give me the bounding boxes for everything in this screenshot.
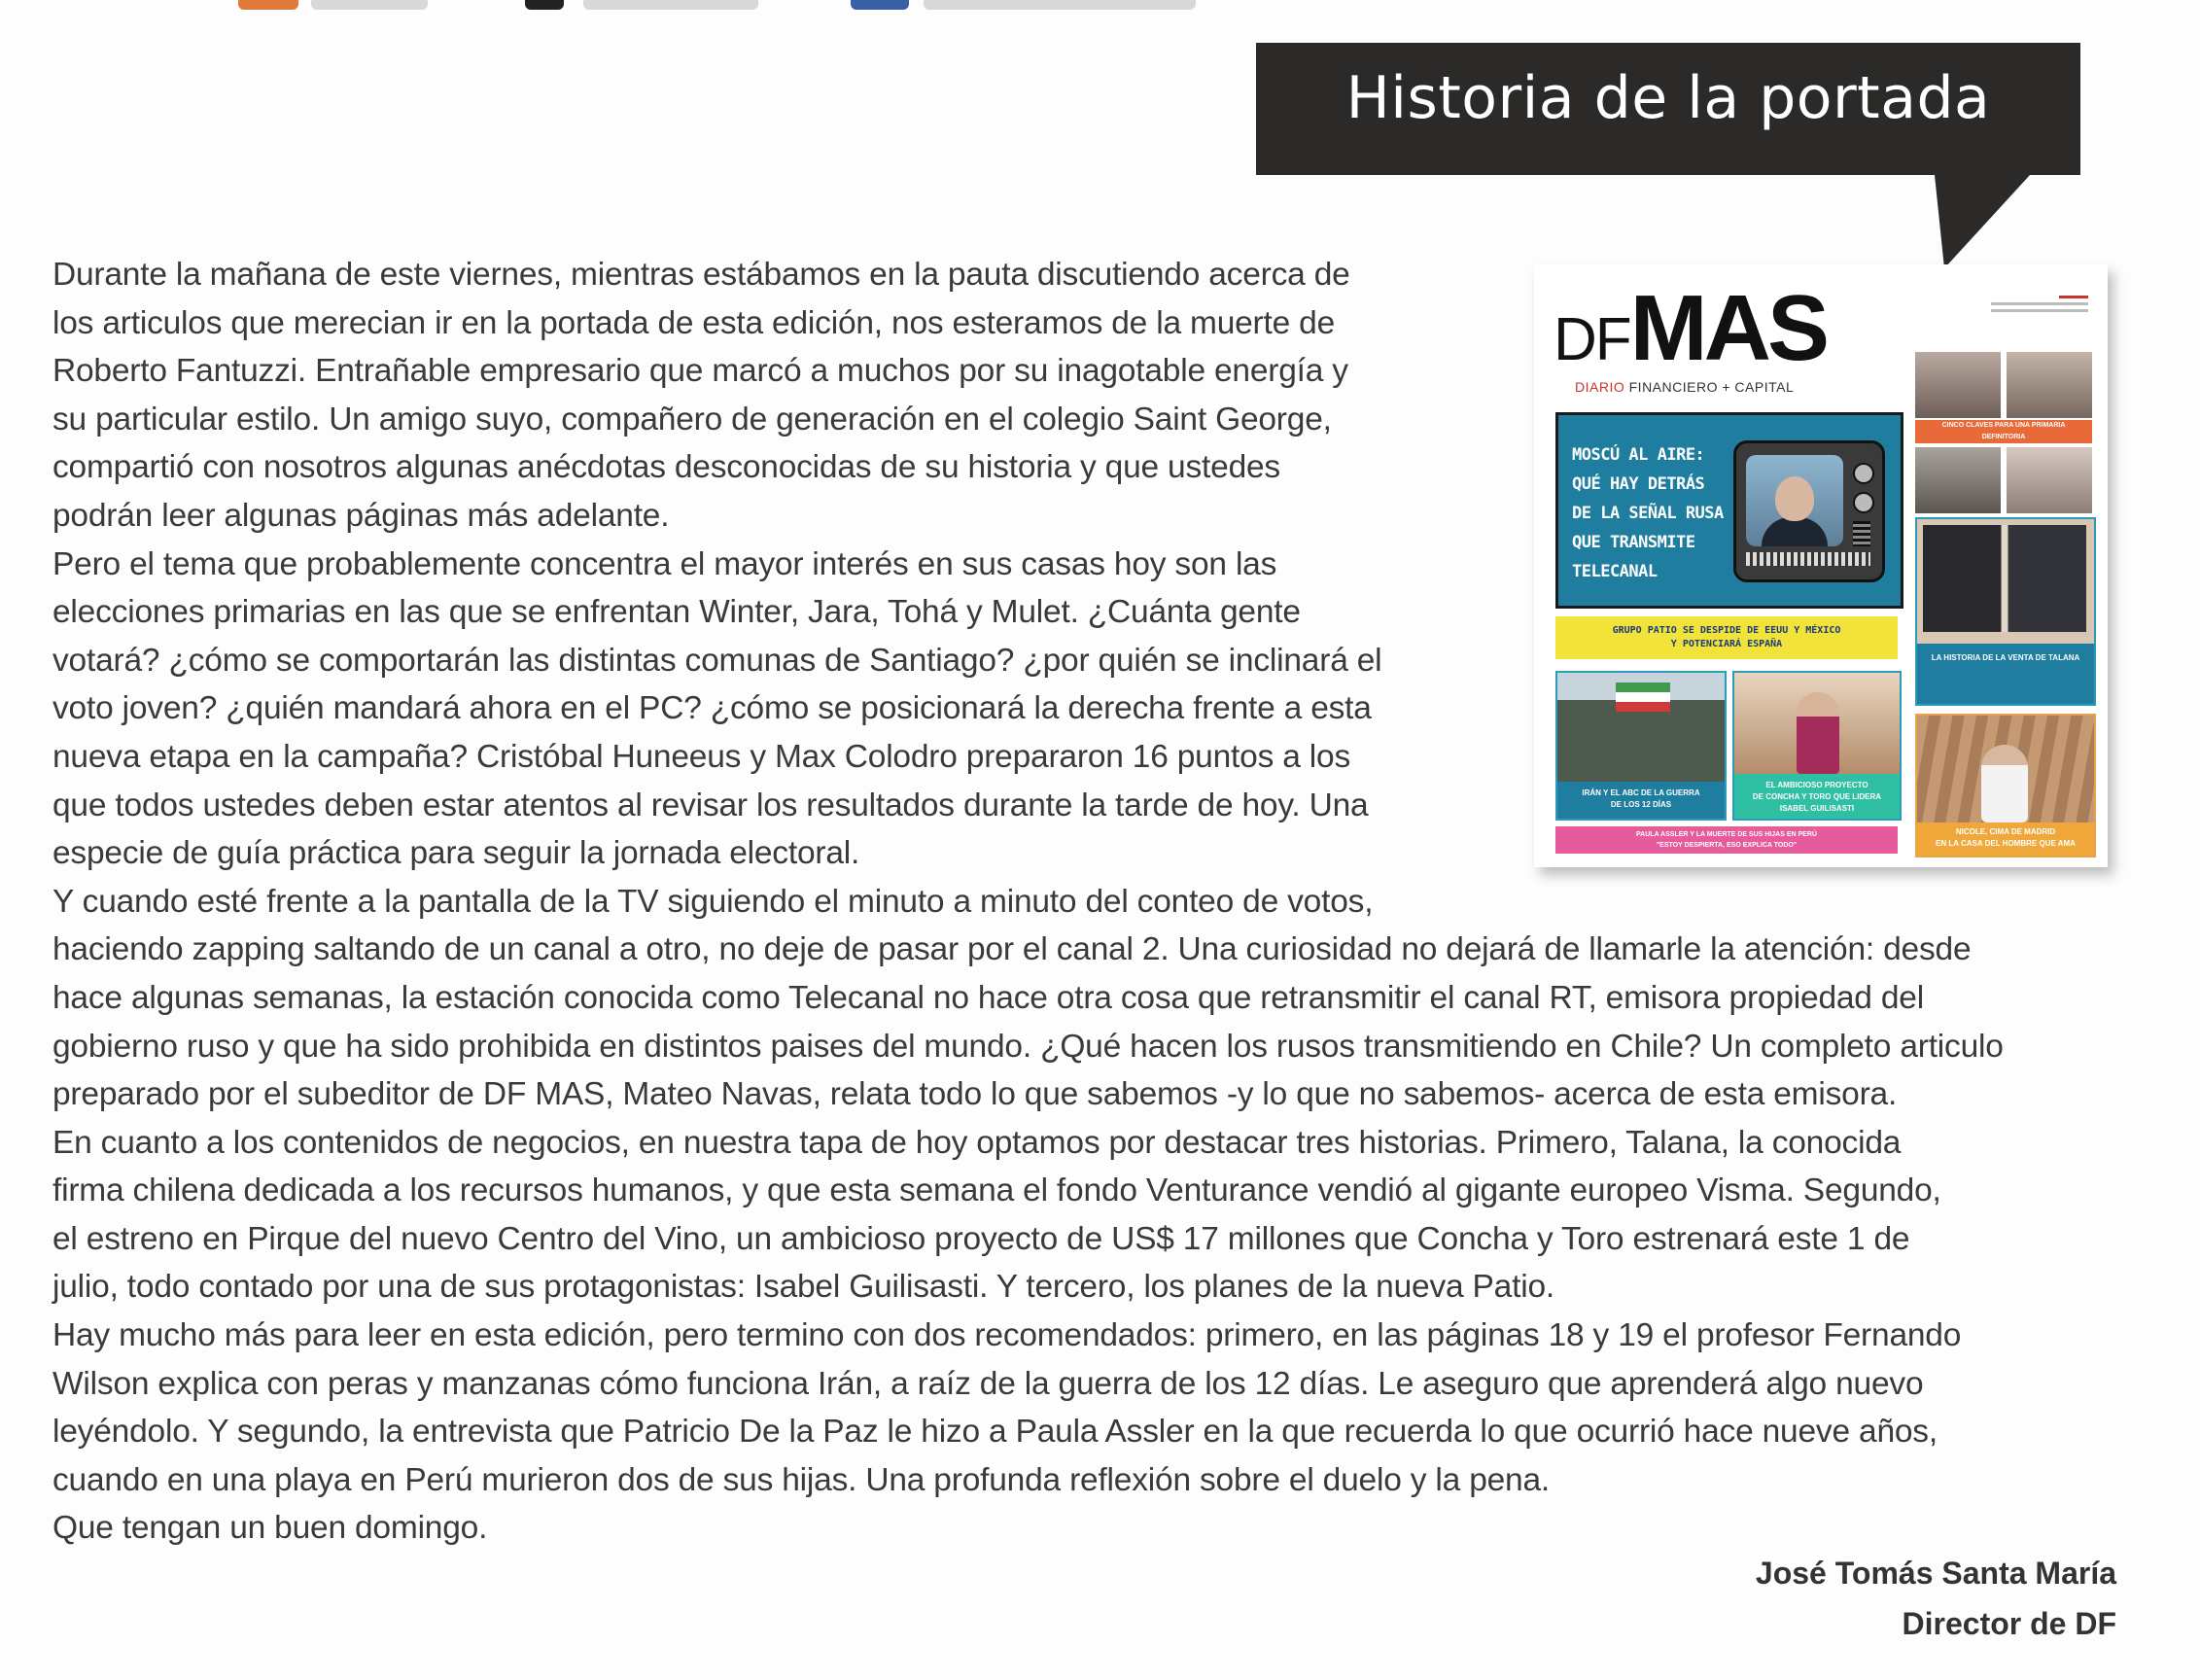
x-handle[interactable]: [583, 0, 758, 10]
article-line: especie de guía práctica para seguir la jornada electoral.: [52, 835, 860, 872]
cover-pink-strip: PAULA ASSLER Y LA MUERTE DE SUS HIJAS EN PERÚ "ESTOY DESPIERTA, ESO EXPLICA TODO": [1555, 826, 1898, 854]
article-line: los articulos que merecian ir en la portada de esta edición, nos esteramos de la muerte de: [52, 304, 1336, 341]
article-line: julio, todo contado por una de sus protagonistas: Isabel Guilisasti. Y tercero, los planes de la nueva Patio.: [52, 1269, 1554, 1306]
social-links-strip: [0, 0, 1264, 12]
article-line: votará? ¿cómo se comportarán las distintas comunas de Santiago? ¿por quién se inclinará el: [52, 642, 1382, 679]
cover-concha-toro-caption: EL AMBICIOSO PROYECTO DE CONCHA Y TORO QUE LIDERA ISABEL GUILISASTI: [1734, 774, 1900, 819]
author-name: José Tomás Santa María: [1755, 1556, 2116, 1591]
article-line: Roberto Fantuzzi. Entrañable empresario que marcó a muchos por su inagotable energía y: [52, 353, 1348, 390]
instagram-handle[interactable]: [311, 0, 428, 10]
article-line: hace algunas semanas, la estación conocida como Telecanal no hace otra cosa que retransmitir el canal RT, emisora propiedad del: [52, 979, 1924, 1016]
cover-yellow-banner: GRUPO PATIO SE DESPIDE DE EEUU Y MÉXICO Y POTENCIARÁ ESPAÑA: [1555, 616, 1898, 659]
instagram-icon[interactable]: [238, 0, 298, 10]
cover-subtitle-right: FINANCIERO + CAPITAL: [1628, 379, 1795, 395]
article-line: que todos ustedes deben estar atentos al revisar los resultados durante la tarde de hoy. Una: [52, 787, 1369, 823]
signature-block: [1756, 1548, 2116, 1649]
article-line: Hay mucho más para leer en esta edición, pero termino con dos recomendados: primero, en las páginas 18 y 19 el profesor Fernando: [52, 1317, 1962, 1354]
article-line: su particular estilo. Un amigo suyo, compañero de generación en el colegio Saint George,: [52, 401, 1332, 438]
article-line: compartió con nosotros algunas anécdotas desconocidas de su historia y que ustedes: [52, 449, 1280, 486]
cover-nicole-caption: NICOLE, CIMA DE MADRID EN LA CASA DEL HOMBRE QUE AMA: [1917, 822, 2094, 856]
article-line: elecciones primarias en las que se enfrentan Winter, Jara, Tohá y Mulet. ¿Cuánta gente: [52, 594, 1301, 631]
article-line: Que tengan un buen domingo.: [52, 1510, 488, 1547]
cover-talana-caption: LA HISTORIA DE LA VENTA DE TALANA: [1917, 644, 2094, 704]
section-header: [1256, 43, 2080, 175]
author-role: Director de DF: [1902, 1606, 2116, 1641]
article-line: el estreno en Pirque del nuevo Centro del Vino, un ambicioso proyecto de US$ 17 millones que Concha y Toro estrenará este 1 de: [52, 1220, 1910, 1257]
facebook-handle[interactable]: [924, 0, 1196, 10]
facebook-icon[interactable]: [851, 0, 909, 10]
article-line: voto joven? ¿quién mandará ahora en el PC? ¿cómo se posicionará la derecha frente a esta: [52, 690, 1372, 727]
article-line: gobierno ruso y que ha sido prohibida en distintos paises del mundo. ¿Qué hacen los rusos transmitiendo en Chile? Un completo articulo: [52, 1028, 2004, 1065]
section-title: Historia de la portada: [1345, 64, 1991, 132]
article-line: En cuanto a los contenidos de negocios, en nuestra tapa de hoy optamos por destacar tres historias. Primero, Talana, la conocida: [52, 1124, 1902, 1161]
article-line: nueva etapa en la campaña? Cristóbal Huneeus y Max Colodro prepararon 16 puntos a los: [52, 738, 1351, 775]
article-line: preparado por el subeditor de DF MAS, Mateo Navas, relata todo lo que sabemos -y lo que no sabemos- acerca de esta emisora.: [52, 1076, 1898, 1113]
cover-iran-caption: IRÁN Y EL ABC DE LA GUERRA DE LOS 12 DÍAS: [1557, 782, 1725, 819]
article-line: leyéndolo. Y segundo, la entrevista que Patricio De la Paz le hizo a Paula Assler en la que recuerda lo que ocurrió hace nueve años,: [52, 1414, 1938, 1451]
article-line: haciendo zapping saltando de un canal a otro, no deje de pasar por el canal 2. Una curiosidad no dejará de llamarle la atención: desde: [52, 931, 1972, 968]
cover-subtitle-left: DIARIO: [1575, 379, 1625, 395]
article-line: podrán leer algunas páginas más adelante.: [52, 497, 670, 534]
article-body: [52, 251, 2152, 1553]
cover-logo-mas: MAS: [1629, 276, 1826, 380]
article-line: firma chilena dedicada a los recursos humanos, y que esta semana el fondo Venturance vendió al gigante europeo Visma. Segundo,: [52, 1172, 1941, 1209]
article-line: Wilson explica con peras y manzanas cómo funciona Irán, a raíz de la guerra de los 12 días. Le aseguro que aprenderá algo nuevo: [52, 1365, 1924, 1402]
x-icon[interactable]: [525, 0, 564, 10]
article-line: cuando en una playa en Perú murieron dos de sus hijas. Una profunda reflexión sobre el duelo y la pena.: [52, 1461, 1551, 1498]
article-line: Y cuando esté frente a la pantalla de la TV siguiendo el minuto a minuto del conteo de votos,: [52, 883, 1374, 920]
cover-logo-df: DF: [1554, 306, 1630, 373]
portrait-caption: CINCO CLAVES PARA UNA PRIMARIA DEFINITORIA: [1915, 420, 2092, 443]
article-line: Pero el tema que probablemente concentra el mayor interés en sus casas hoy son las: [52, 545, 1277, 582]
article-line: Durante la mañana de este viernes, mientras estábamos en la pauta discutiendo acerca de: [52, 257, 1350, 293]
cover-tv-headline: MOSCÚ AL AIRE: QUÉ HAY DETRÁS DE LA SEÑAL RUSA QUE TRANSMITE TELECANAL: [1572, 445, 1724, 581]
